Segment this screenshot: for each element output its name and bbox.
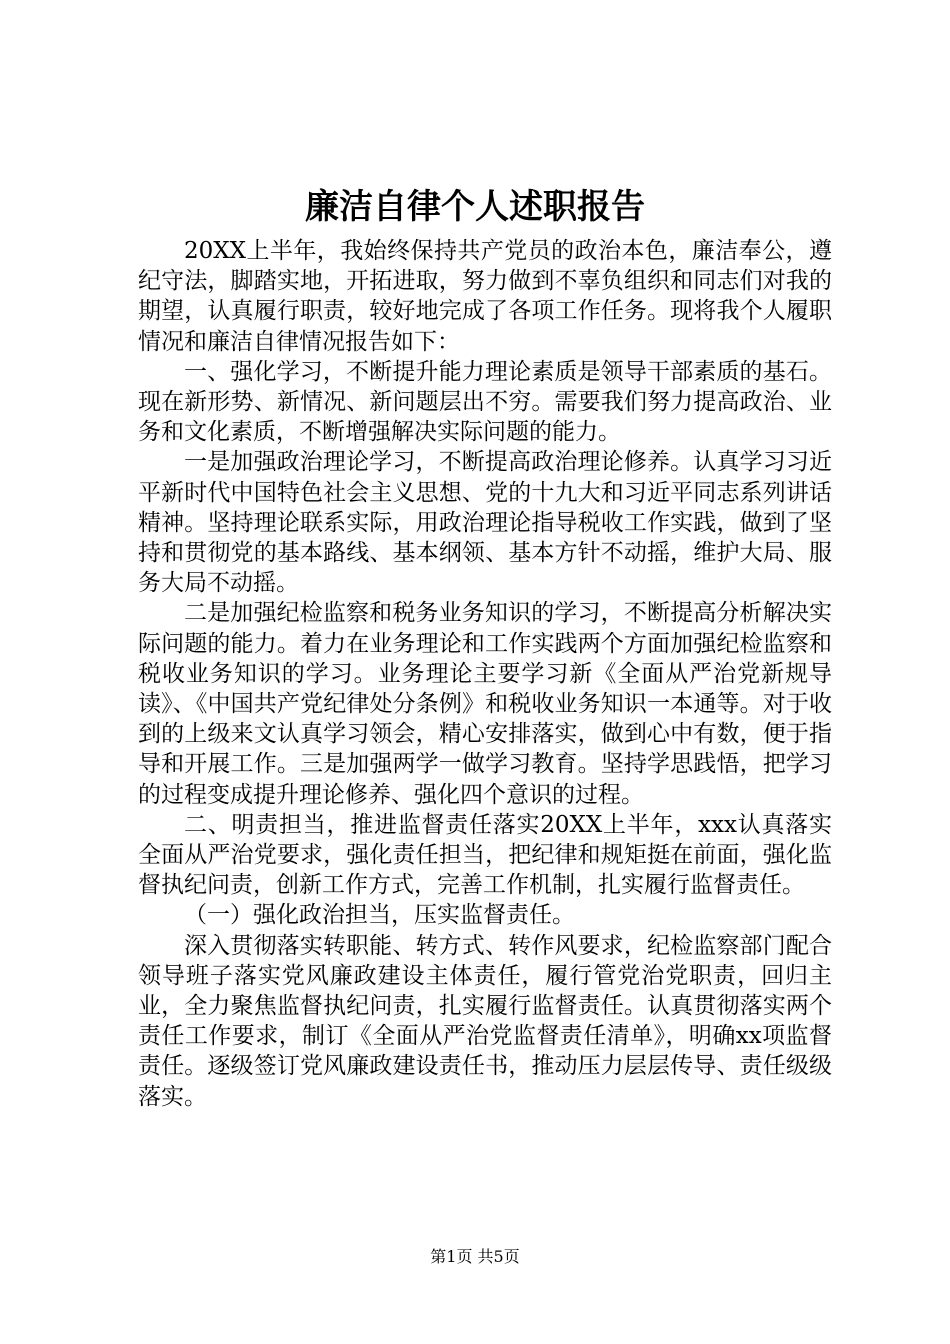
paragraph-intro: 20XX上半年，我始终保持共产党员的政治本色，廉洁奉公，遵纪守法，脚踏实地，开拓进取，努力做到不辜负组织和同志们对我的期望，认真履行职责，较好地完成了各项工作任务。现将我个人履职情况和廉洁自律情况报告如下： xyxy=(138,238,832,355)
page-footer: 第1页 共5页 xyxy=(430,1247,520,1266)
paragraph-item-1: 一是加强政治理论学习，不断提高政治理论修养。认真学习习近平新时代中国特色社会主义思想、党的十九大和习近平同志系列讲话精神。坚持理论联系实际，用政治理论指导税收工作实践，做到了坚持和贯彻党的基本路线、基本纲领、基本方针不动摇，维护大局、服务大局不动摇。 xyxy=(138,449,832,597)
paragraph-section-1: 一、强化学习，不断提升能力理论素质是领导干部素质的基石。现在新形势、新情况、新问题层出不穷。需要我们努力提高政治、业务和文化素质，不断增强解决实际问题的能力。 xyxy=(138,358,832,446)
document-title: 廉洁自律个人述职报告 xyxy=(305,187,645,227)
paragraph-item-2: 二是加强纪检监察和税务业务知识的学习，不断提高分析解决实际问题的能力。着力在业务理论和工作实践两个方面加强纪检监察和税收业务知识的学习。业务理论主要学习新《全面从严治党新规导读》、《中国共产党纪律处分条例》和税收业务知识一本通等。对于收到的上级来文认真学习领会，精心安排落实，做到心中有数，便于指导和开展工作。三是加强两学一做学习教育。坚持学思践悟，把学习的过程变成提升理论修养、强化四个意识的过程。 xyxy=(138,600,832,808)
paragraph-subheading-1: （一）强化政治担当，压实监督责任。 xyxy=(184,902,575,929)
paragraph-section-2: 二、明责担当，推进监督责任落实20XX上半年，xxx认真落实全面从严治党要求，强化责任担当，把纪律和规矩挺在前面，强化监督执纪问责，创新工作方式，完善工作机制，扎实履行监督责任。 xyxy=(138,811,832,899)
document-body xyxy=(138,236,832,1112)
paragraph-subsection-body: 深入贯彻落实转职能、转方式、转作风要求，纪检监察部门配合领导班子落实党风廉政建设主体责任，履行管党治党职责，回归主业，全力聚焦监督执纪问责，扎实履行监督责任。认真贯彻落实两个责任工作要求，制订《全面从严治党监督责任清单》，明确xx项监督责任。逐级签订党风廉政建设责任书，推动压力层层传导、责任级级落实。 xyxy=(138,932,832,1110)
